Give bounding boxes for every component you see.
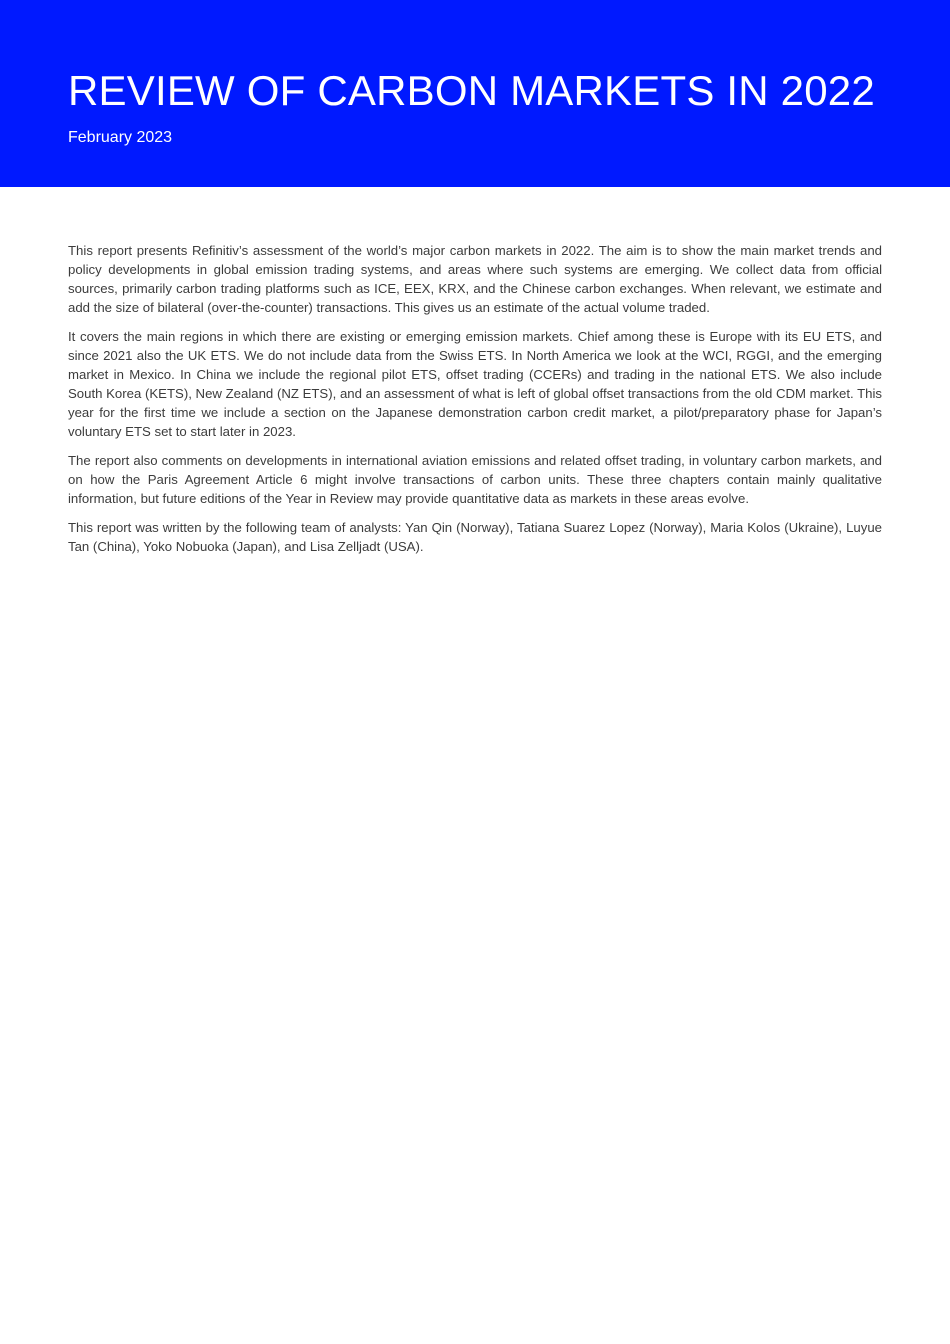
header-band [0, 0, 950, 187]
paragraph-authors: This report was written by the following team of analysts: Yan Qin (Norway), Tatiana Suarez Lopez (Norway), Maria Kolos (Ukraine), Luyue Tan (China), Yoko Nobuoka (Japan), and Lisa Zelljadt (USA). [68, 520, 882, 554]
paragraph-regions-covered: It covers the main regions in which there are existing or emerging emission markets. Chief among these is Europe with its EU ETS, and since 2021 also the UK ETS. We do not include data from the Swiss ETS. In North America we look at the WCI, RGGI, and the emerging market in Mexico. In China we include the regional pilot ETS, offset trading (CCERs) and trading in the national ETS. We also include South Korea (KETS), New Zealand (NZ ETS), and an assessment of what is left of global offset transactions from the old CDM market. This year for the first time we include a section on the Japanese demonstration carbon credit market, a pilot/preparatory phase for Japan’s voluntary ETS set to start later in 2023. [68, 329, 882, 439]
intro-text-body [68, 241, 882, 566]
document-title: REVIEW OF CARBON MARKETS IN 2022 [68, 67, 875, 114]
paragraph-report-purpose: This report presents Refinitiv’s assessment of the world’s major carbon markets in 2022. The aim is to show the main market trends and policy developments in global emission trading systems, and areas where such systems are emerging. We collect data from official sources, primarily carbon trading platforms such as ICE, EEX, KRX, and the Chinese carbon exchanges. When relevant, we estimate and add the size of bilateral (over-the-counter) transactions. This gives us an estimate of the actual volume traded. [68, 243, 882, 315]
paragraph-qualitative-chapters: The report also comments on developments in international aviation emissions and related offset trading, in voluntary carbon markets, and on how the Paris Agreement Article 6 might involve transactions of carbon units. These three chapters contain mainly qualitative information, but future editions of the Year in Review may provide quantitative data as markets in these areas evolve. [68, 453, 882, 506]
publication-date: February 2023 [68, 129, 173, 146]
